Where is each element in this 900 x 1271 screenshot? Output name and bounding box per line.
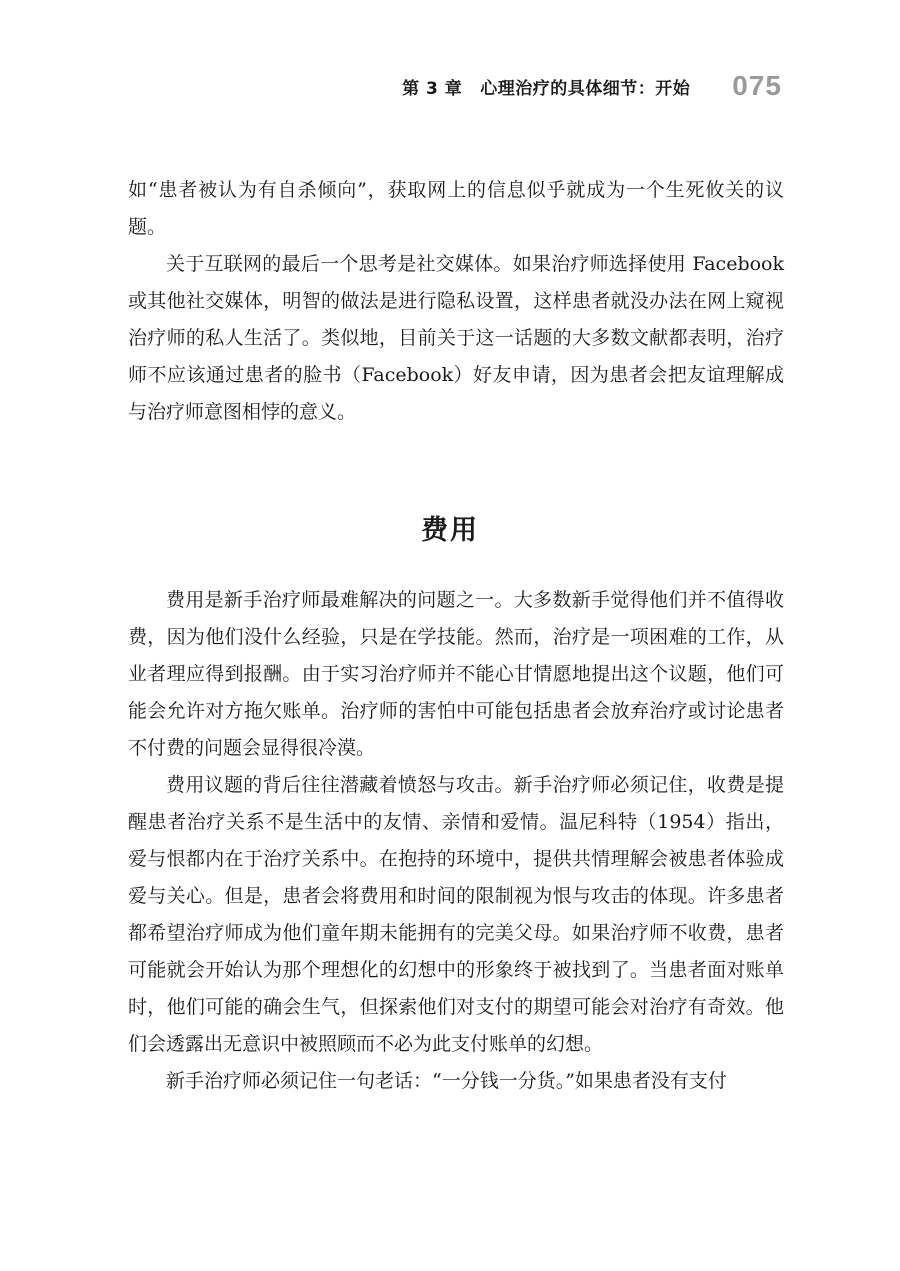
paragraph-fees-anger: 费用议题的背后往往潜藏着愤怒与攻击。新手治疗师必须记住，收费是提醒患者治疗关系不是生活中的友情、亲情和爱情。温尼科特（1954）指出，爱与恨都内在于治疗关系中。在抱持的环境中，提供共情理解会被患者体验成爱与关心。但是，患者会将费用和时间的限制视为恨与攻击的体现。许多患者都希望治疗师成为他们童年期未能拥有的完美父母。如果治疗师不收费，患者可能就会开始认为那个理想化的幻想中的形象终于被找到了。当患者面对账单时，他们可能的确会生气，但探索他们对支付的期望可能会对治疗有奇效。他们会透露出无意识中被照顾而不必为此支付账单的幻想。 <box>128 774 784 1055</box>
paragraph-social-media: 关于互联网的最后一个思考是社交媒体。如果治疗师选择使用 Facebook 或其他社交媒体，明智的做法是进行隐私设置，这样患者就没办法在网上窥视治疗师的私人生活了。类似地，目前关于这一话题的大多数文献都表明，治疗师不应该通过患者的脸书（Facebook）好友申请，因为患者会把友谊理解成与治疗师意图相悖的意义。 <box>128 253 784 423</box>
body-text-top <box>128 172 784 431</box>
chapter-title: 心理治疗的具体细节：开始 <box>480 78 691 99</box>
section-heading-fees: 费用 <box>421 515 479 546</box>
page-number: 075 <box>732 70 782 101</box>
paragraph-fees-saying: 新手治疗师必须记住一句老话：“一分钱一分货。”如果患者没有支付 <box>166 1070 727 1092</box>
running-header <box>402 70 782 102</box>
body-text-fees <box>128 582 784 1100</box>
paragraph-continuation: 如“患者被认为有自杀倾向”，获取网上的信息似乎就成为一个生死攸关的议题。 <box>128 179 784 238</box>
chapter-label: 第 3 章 <box>402 78 463 99</box>
paragraph-fees-intro: 费用是新手治疗师最难解决的问题之一。大多数新手觉得他们并不值得收费，因为他们没什么经验，只是在学技能。然而，治疗是一项困难的工作，从业者理应得到报酬。由于实习治疗师并不能心甘情愿地提出这个议题，他们可能会允许对方拖欠账单。治疗师的害怕中可能包括患者会放弃治疗或讨论患者不付费的问题会显得很冷漠。 <box>128 589 784 759</box>
